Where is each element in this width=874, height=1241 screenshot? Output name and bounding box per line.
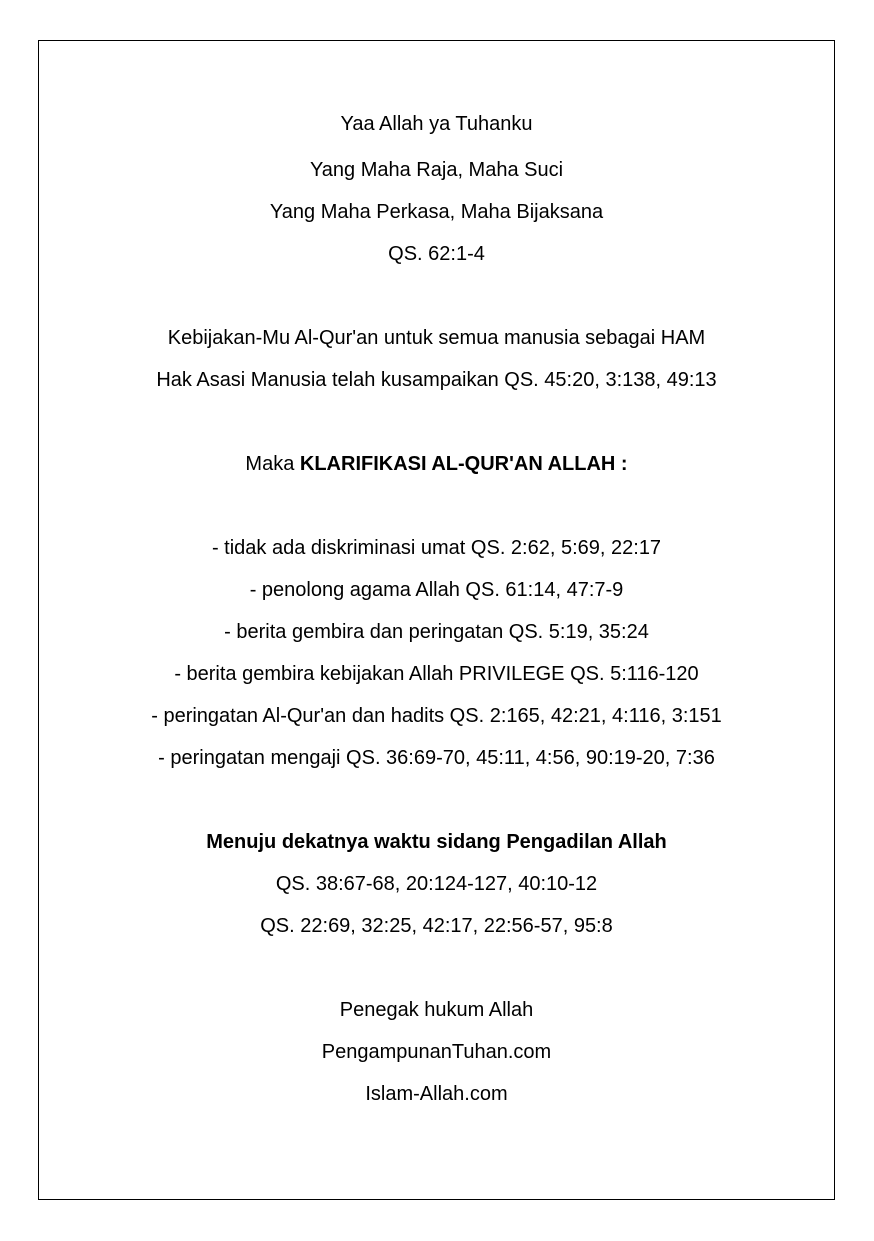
header-line-1: Yaa Allah ya Tuhanku [340, 113, 533, 135]
header-reference: QS. 62:1-4 [388, 243, 485, 265]
list-item: - berita gembira kebijakan Allah PRIVILEGE QS. 5:116-120 [174, 663, 699, 685]
list-item: - berita gembira dan peringatan QS. 5:19, 35:24 [224, 621, 649, 643]
list-item: - peringatan Al-Qur'an dan hadits QS. 2:165, 42:21, 4:116, 3:151 [151, 705, 722, 727]
clarification-prefix: Maka [245, 453, 300, 475]
list-item: - penolong agama Allah QS. 61:14, 47:7-9 [249, 579, 624, 601]
list-item: - tidak ada diskriminasi umat QS. 2:62, 5:69, 22:17 [211, 537, 662, 559]
intro-line-1: Kebijakan-Mu Al-Qur'an untuk semua manusia sebagai HAM [167, 327, 706, 349]
header-line-3: Yang Maha Perkasa, Maha Bijaksana [269, 201, 604, 223]
clarification-heading [38, 452, 835, 476]
footer-website-1: PengampunanTuhan.com [321, 1041, 552, 1063]
list-item: - peringatan mengaji QS. 36:69-70, 45:11, 4:56, 90:19-20, 7:36 [158, 747, 715, 769]
footer-signature: Penegak hukum Allah [339, 999, 534, 1021]
header-line-2: Yang Maha Raja, Maha Suci [309, 159, 564, 181]
footer-website-2: Islam-Allah.com [365, 1083, 508, 1105]
judgment-references-1: QS. 38:67-68, 20:124-127, 40:10-12 [275, 873, 598, 895]
intro-line-2: Hak Asasi Manusia telah kusampaikan QS. 45:20, 3:138, 49:13 [156, 369, 717, 391]
judgment-heading: Menuju dekatnya waktu sidang Pengadilan Allah [206, 831, 667, 853]
judgment-references-2: QS. 22:69, 32:25, 42:17, 22:56-57, 95:8 [260, 915, 613, 937]
clarification-title: KLARIFIKASI AL-QUR'AN ALLAH : [299, 453, 628, 475]
